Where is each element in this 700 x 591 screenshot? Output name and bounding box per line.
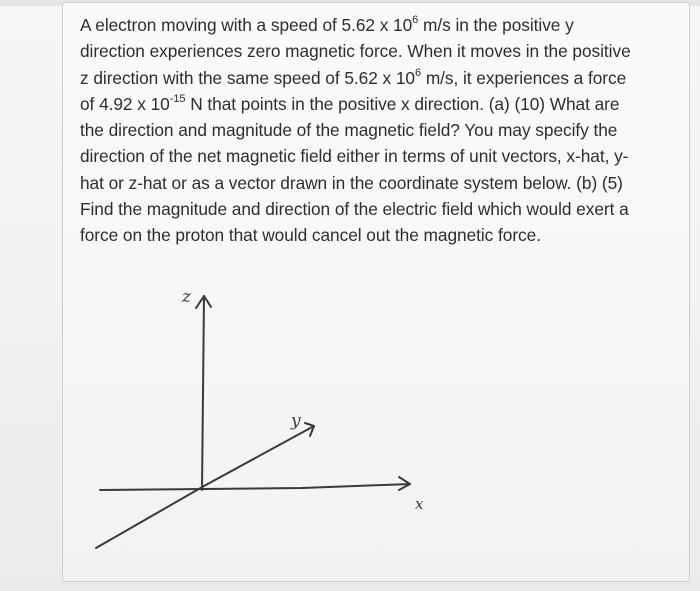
- question-line: z direction with the same speed of 5.62 x $10^6$ m/s, it experiences a force: [80, 66, 627, 88]
- x-axis-label: x: [415, 495, 424, 513]
- z-axis-label: z: [182, 287, 191, 307]
- question-line: Find the magnitude and direction of the electric field which would exert a: [80, 199, 629, 220]
- y-axis-label: y: [291, 411, 301, 431]
- question-line: force on the proton that would cancel out the magnetic force.: [80, 225, 541, 246]
- question-line: direction of the net magnetic field either in terms of unit vectors, x-hat, y-: [80, 146, 629, 167]
- question-line: the direction and magnitude of the magnetic field? You may specify the: [80, 120, 618, 141]
- coordinate-axes-diagram: [88, 278, 438, 558]
- x-axis: [100, 484, 410, 490]
- y-axis: [96, 426, 314, 548]
- question-line: direction experiences zero magnetic force. When it moves in the positive: [80, 41, 631, 62]
- question-text: [80, 12, 650, 249]
- question-line: A electron moving with a speed of 5.62 x $10^6$ m/s in the positive y: [80, 14, 574, 35]
- z-axis: [202, 296, 204, 490]
- question-line: of 4.92 x $10^{-15}$ N that points in the positive x direction. (a) (10) What are: [80, 93, 620, 114]
- question-line: hat or z-hat or as a vector drawn in the coordinate system below. (b) (5): [80, 172, 623, 193]
